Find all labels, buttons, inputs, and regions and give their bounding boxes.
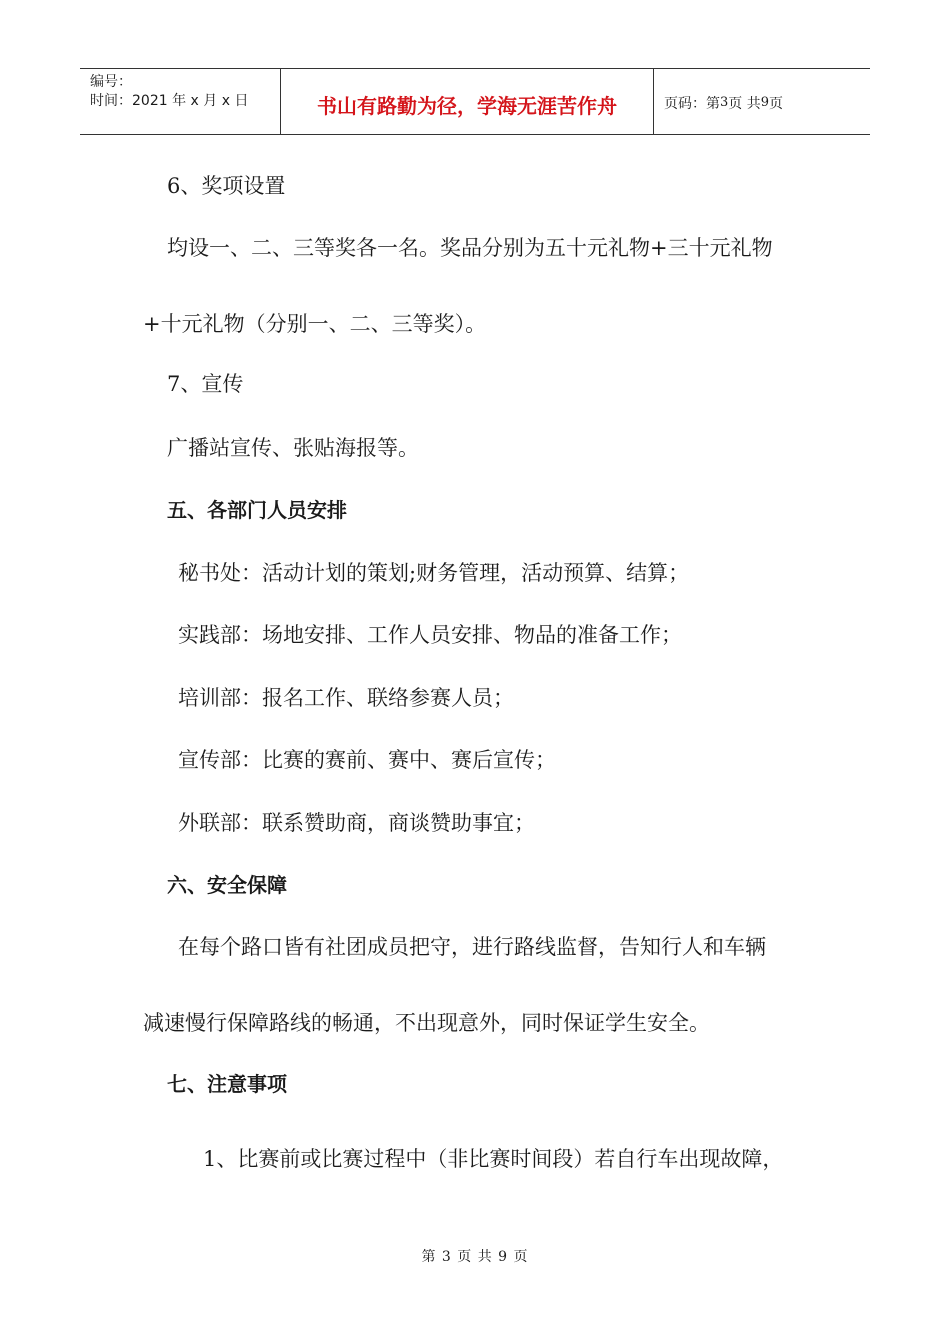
document-number: 编号： [90,74,132,90]
body-line: 外联部：联系赞助商，商谈赞助事宜； [178,811,535,835]
body-line: 实践部：场地安排、工作人员安排、物品的准备工作； [178,623,682,647]
body-line: 培训部：报名工作、联络参赛人员； [178,686,514,710]
body-line: 在每个路口皆有社团成员把守，进行路线监督，告知行人和车辆 [178,935,766,959]
page-footer: 第 3 页 共 9 页 [421,1249,529,1265]
header-meta [80,69,281,134]
body-line: 广播站宣传、张贴海报等。 [167,436,419,460]
page-current: 3 [720,95,729,110]
header-motto: 书山有路勤为径，学海无涯苦作舟 [281,69,654,134]
section-heading: 六、安全保障 [167,873,287,897]
page-total: 9 [760,95,770,110]
body-line: 秘书处：活动计划的策划;财务管理，活动预算、结算； [178,561,690,585]
body-line: 7、宣传 [167,372,244,396]
body-line: 均设一、二、三等奖各一名。奖品分别为五十元礼物+三十元礼物 [167,236,773,260]
page-mid: 页 共 [728,95,761,112]
body-line: 6、奖项设置 [167,174,286,198]
section-heading: 五、各部门人员安排 [167,498,347,522]
page-label: 页码：第 [664,95,720,112]
body-line: 宣传部：比赛的赛前、赛中、赛后宣传； [178,748,556,772]
body-line: 1、比赛前或比赛过程中（非比赛时间段）若自行车出现故障， [203,1147,784,1171]
document-date: 时间：2021 年 x 月 x 日 [90,93,249,109]
header-page-info [654,69,870,134]
page-end: 页 [769,95,784,112]
section-heading: 七、注意事项 [167,1072,287,1096]
body-line: +十元礼物（分别一、二、三等奖）。 [143,312,487,336]
body-line: 减速慢行保障路线的畅通，不出现意外，同时保证学生安全。 [143,1011,710,1035]
page-header [80,68,870,135]
